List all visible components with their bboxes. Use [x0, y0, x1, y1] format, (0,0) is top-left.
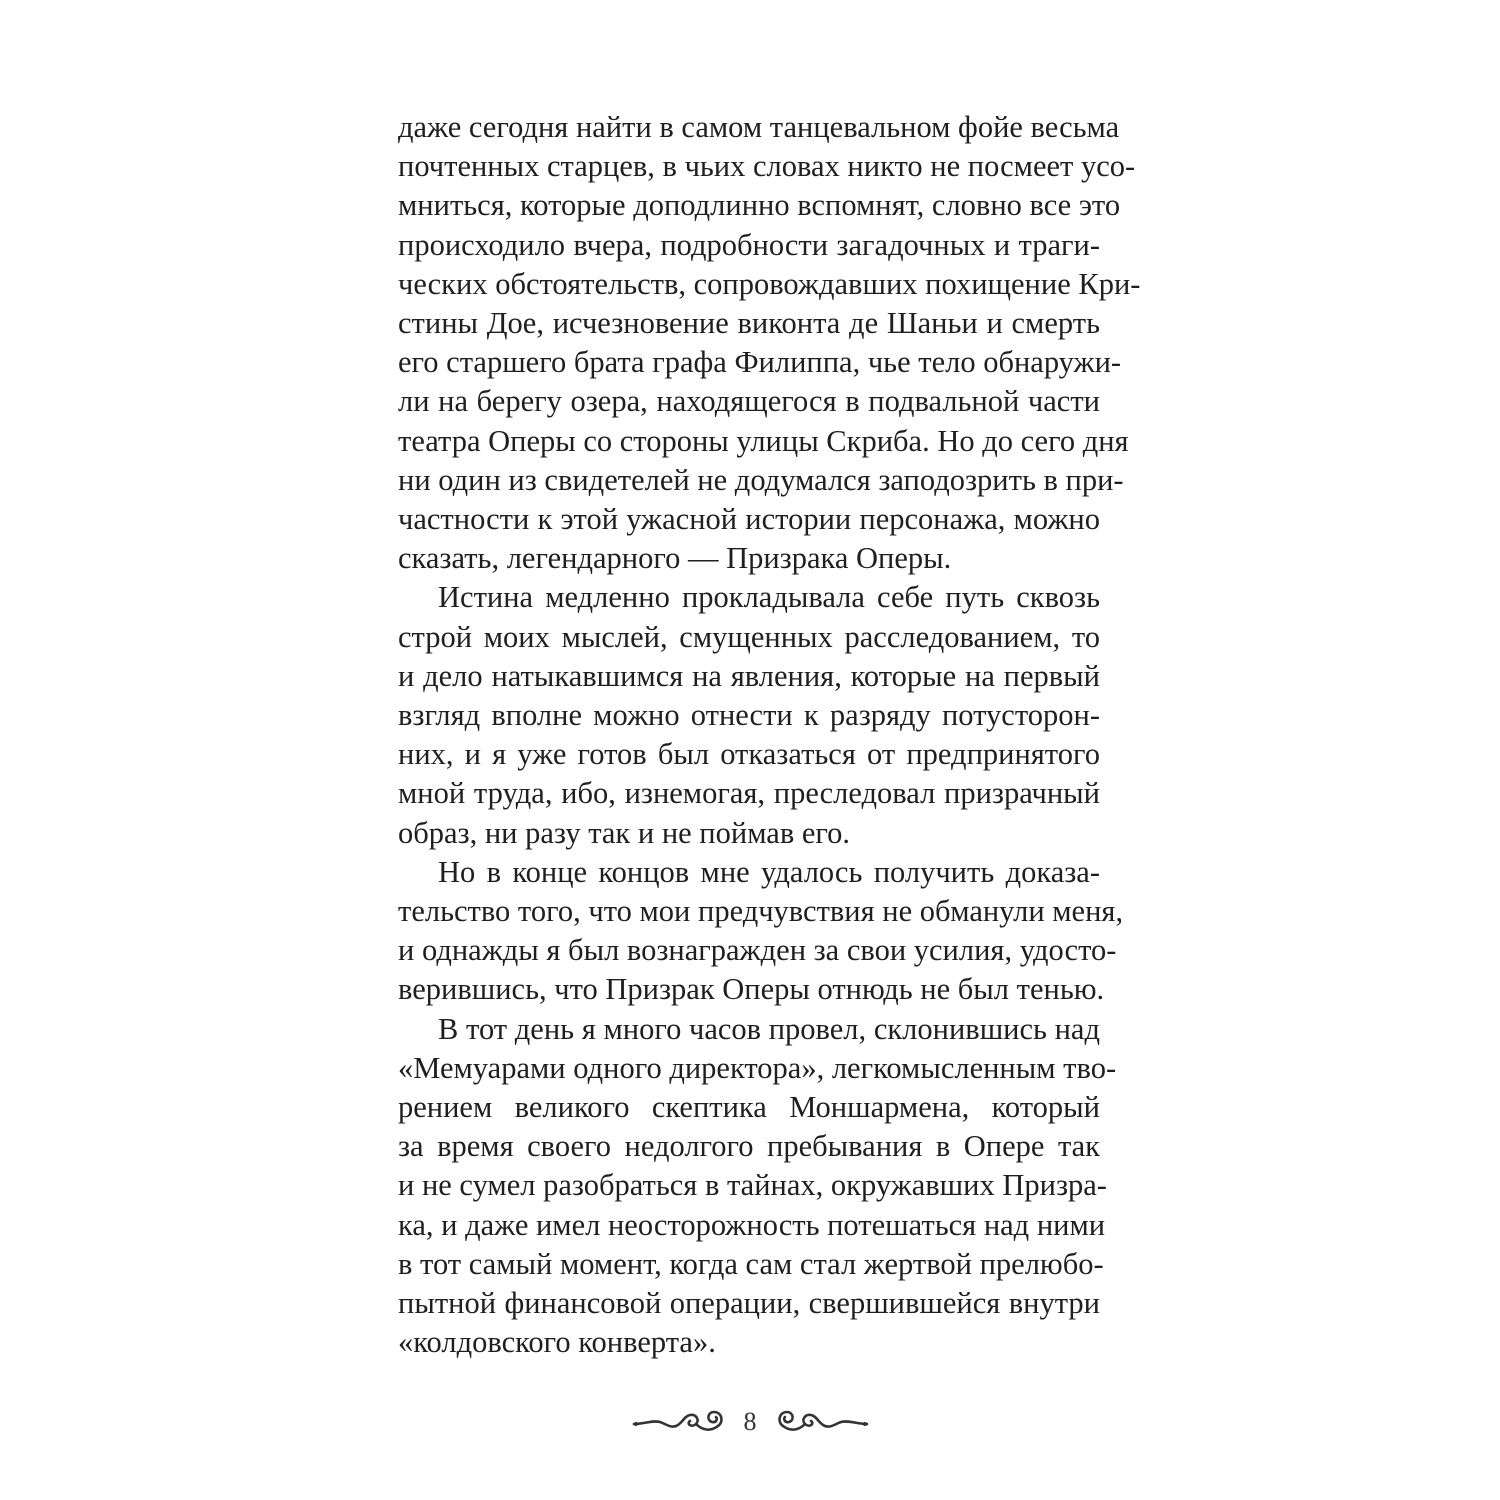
text-line: пытной финансовой операции, свершившейся внутри: [398, 1286, 1100, 1321]
paragraph: [398, 1010, 1117, 1363]
text-line: мниться, которые доподлинно вспомнят, словно все это: [398, 188, 1121, 223]
text-line: ни один из свидетелей не додумался заподозрить в при-: [398, 462, 1124, 497]
text-line: «Мемуарами одного директора», легкомысленным тво-: [398, 1050, 1117, 1085]
text-line: ли на берегу озера, находящегося в подвальной части: [398, 384, 1100, 419]
text-line: частности к этой ужасной истории персонажа, можно: [398, 502, 1100, 537]
text-line: в тот самый момент, когда сам стал жертвой прелюбо-: [398, 1246, 1104, 1281]
text-line: и не сумел разобраться в тайнах, окружавших Призра-: [398, 1168, 1107, 1203]
text-line: и однажды я был вознагражден за свои усилия, удосто-: [398, 933, 1117, 968]
flourish-ornament-right-icon: [771, 1402, 871, 1442]
page-footer: [0, 1402, 1500, 1442]
text-line: за время своего недолгого пребывания в Опере так: [398, 1129, 1100, 1164]
page-body: [398, 108, 1141, 1363]
text-line: сказать, легендарного — Призрака Оперы.: [398, 541, 952, 576]
text-line: мной труда, ибо, изнемогая, преследовал призрачный: [398, 776, 1100, 811]
text-line: стины Доe, исчезновение виконта де Шаньи и смерть: [398, 306, 1100, 341]
text-line: ка, и даже имел неосторожность потешаться над ними: [398, 1207, 1106, 1242]
paragraph: [398, 578, 1100, 852]
text-line: В тот день я много часов провел, склонившись над: [438, 1011, 1100, 1046]
text-line: Истина медленно прокладывала себе путь сквозь: [438, 580, 1100, 615]
text-line: тельство того, что мои предчувствия не обманули меня,: [398, 894, 1124, 929]
text-line: его старшего брата графа Филиппа, чье тело обнаружи-: [398, 345, 1122, 380]
text-line: рением великого скептика Моншармена, который: [398, 1090, 1100, 1125]
text-line: театра Оперы со стороны улицы Скриба. Но до сего дня: [398, 423, 1129, 458]
text-line: ческих обстоятельств, сопровождавших похищение Кри-: [398, 266, 1141, 301]
page-number: 8: [743, 1407, 757, 1436]
text-line: образ, ни разу так и не поймав его.: [398, 815, 851, 850]
paragraph: [398, 853, 1124, 1010]
text-line: Но в конце концов мне удалось получить доказа-: [438, 854, 1100, 889]
text-line: них, и я уже готов был отказаться от предпринятого: [398, 737, 1100, 772]
text-line: строй моих мыслей, смущенных расследованием, то: [398, 619, 1100, 654]
text-line: почтенных старцев, в чьих словах никто не посмеет усо-: [398, 149, 1136, 184]
text-line: взгляд вполне можно отнести к разряду потусторон-: [398, 698, 1100, 733]
flourish-ornament-left-icon: [630, 1402, 730, 1442]
text-line: верившись, что Призрак Оперы отнюдь не был тенью.: [398, 972, 1105, 1007]
text-line: даже сегодня найти в самом танцевальном фойе весьма: [398, 110, 1120, 144]
paragraph: [398, 108, 1141, 578]
text-line: и дело натыкавшимся на явления, которые на первый: [398, 658, 1100, 693]
text-line: «колдовского конверта».: [398, 1325, 716, 1360]
text-line: происходило вчера, подробности загадочных и траги-: [398, 227, 1100, 262]
